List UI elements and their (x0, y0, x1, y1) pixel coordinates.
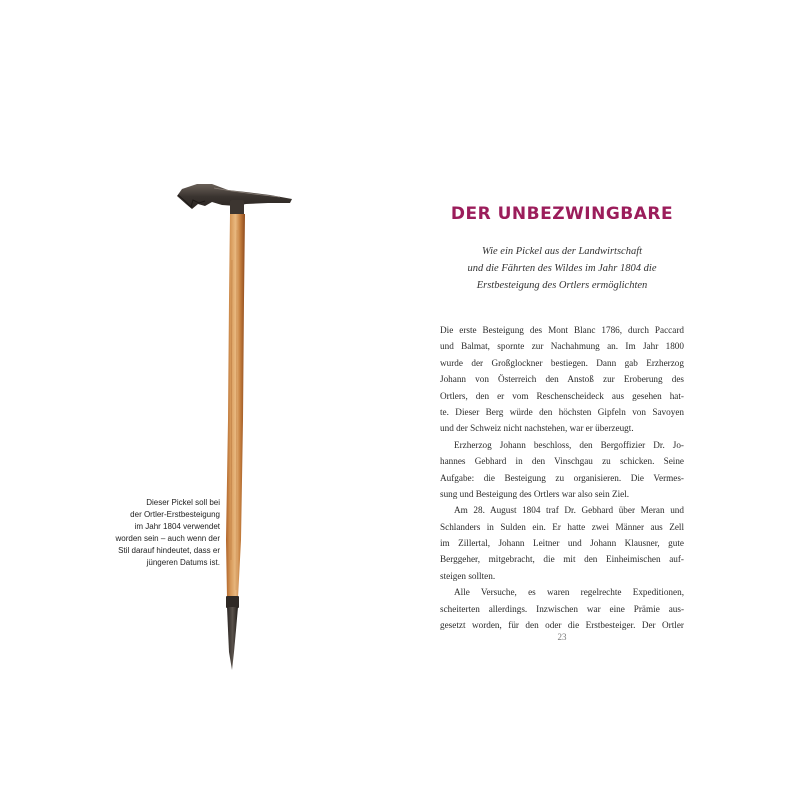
body-line: Schlanders in Sulden ein. Er hatte zwei Männer aus Zell (440, 521, 684, 532)
body-text (440, 322, 684, 633)
photo-caption (100, 497, 220, 569)
body-line: te. Dieser Berg würde den höchsten Gipfeln von Savoyen (440, 406, 684, 417)
body-line: scheiterten allerdings. Inzwischen war eine Prämie aus- (440, 603, 684, 614)
caption-line: im Jahr 1804 verwendet (134, 522, 220, 531)
subtitle-line: Erstbesteigung des Ortlers ermöglichten (476, 280, 648, 291)
body-line: Johann von Österreich den Anstoß zur Eroberung des (440, 374, 684, 385)
body-line: und Balmat, spornte zur Nachahmung an. Im Jahr 1800 (440, 341, 684, 352)
body-line: sung und Besteigung des Ortlers war also sein Ziel. (440, 488, 630, 499)
body-line: Alle Versuche, es waren regelrechte Expeditionen, (454, 587, 684, 598)
caption-line: der Ortler-Erstbesteigung (130, 510, 220, 519)
body-line: Erzherzog Johann beschloss, den Bergoffizier Dr. Jo- (454, 439, 684, 450)
body-line: hannes Gebhard in den Vinschgau zu schicken. Seine (440, 456, 684, 467)
subtitle-line: Wie ein Pickel aus der Landwirtschaft (481, 246, 643, 257)
body-line: Die erste Besteigung des Mont Blanc 1786, durch Paccard (440, 325, 684, 335)
caption-line: jüngeren Datums ist. (146, 558, 220, 567)
subtitle-line: und die Fährten des Wildes im Jahr 1804 die (467, 263, 657, 274)
body-line: steigen sollten. (440, 570, 496, 581)
page-number: 23 (557, 632, 567, 642)
body-line: Ortlers, den er vom Reschenscheideck aus gesehen hat- (440, 390, 684, 401)
chapter-subtitle (440, 243, 684, 294)
body-line: wurde der Großglockner bestiegen. Dann gab Erzherzog (440, 357, 684, 368)
body-line: Am 28. August 1804 traf Dr. Gebhard über Meran und (454, 505, 684, 516)
body-line: im Zillertal, Johann Leitner und Johann Klausner, gute (440, 538, 684, 549)
caption-line: worden sein – auch wenn der (115, 534, 220, 543)
caption-line: Stil darauf hindeutet, dass er (118, 546, 220, 555)
body-line: Aufgabe: die Besteigung zu organisieren. Die Vermes- (440, 472, 684, 483)
body-line: gesetzt worden, für den oder die Erstbesteiger. Der Ortler (440, 620, 684, 631)
body-line: Berggeher, mitgebracht, die mit den Einheimischen auf- (440, 554, 684, 565)
body-line: und der Schweiz nicht nachstehen, war er überzeugt. (440, 423, 634, 434)
chapter-title: DER UNBEZWINGBARE (450, 204, 674, 224)
caption-line: Dieser Pickel soll bei (146, 498, 220, 507)
